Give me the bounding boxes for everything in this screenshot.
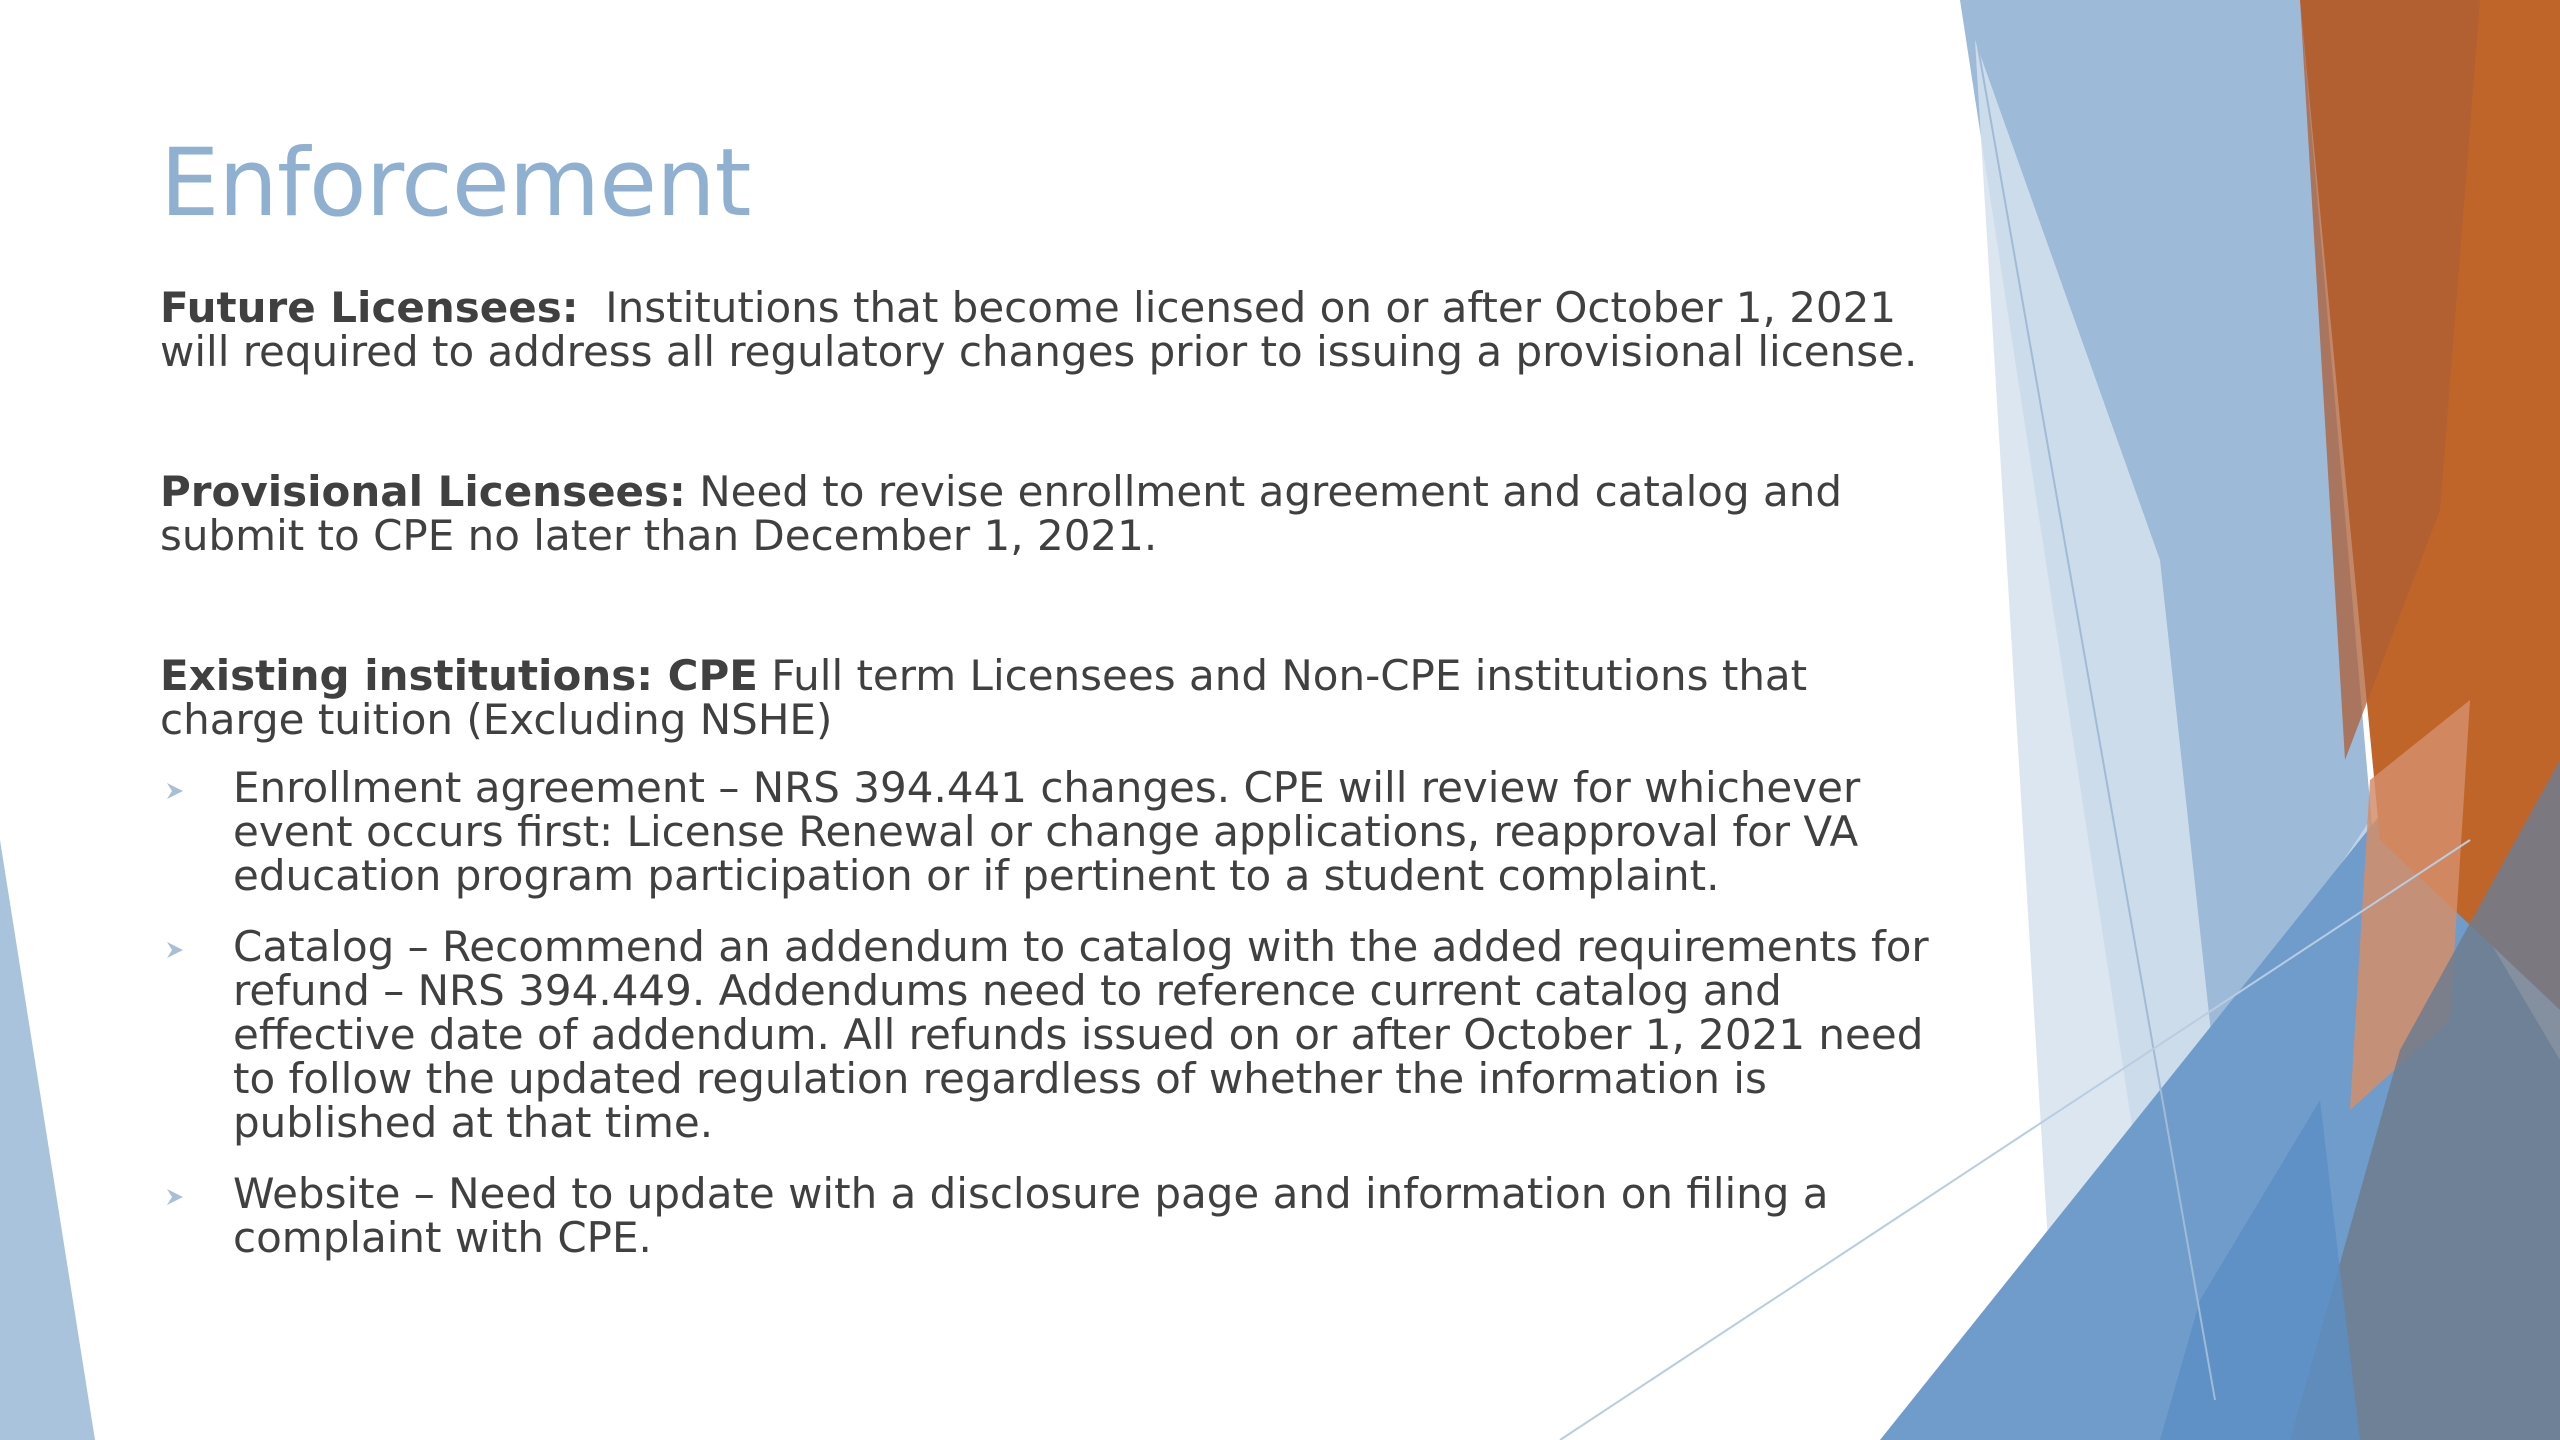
provisional-licensees-label: Provisional Licensees: — [160, 467, 686, 516]
list-item — [160, 763, 1940, 900]
arrow-right-icon — [164, 939, 186, 961]
list-item-text: Catalog – Recommend an addendum to catalog with the added requirements for refund – NRS 394.449. Addendums need to reference current catalog and effective date of addendum. All refunds issued on or after October 1, 2021 need to follow the updated regulation regardless of whether the information is published at that time. — [233, 922, 1929, 1147]
slide-body — [160, 283, 1940, 1287]
list-item-text: Website – Need to update with a disclosure page and information on filing a complaint with CPE. — [233, 1169, 1829, 1262]
arrow-right-icon — [164, 780, 186, 802]
future-licensees-paragraph — [160, 283, 1940, 376]
future-licensees-text: Institutions that become licensed on or after October 1, 2021 will required to address all regulatory changes prior to issuing a provisional license. — [160, 283, 1918, 376]
left-edge-shape — [0, 840, 95, 1440]
requirements-list — [160, 763, 1940, 1262]
future-licensees-label: Future Licensees: — [160, 283, 579, 332]
slide-title: Enforcement — [160, 129, 751, 238]
existing-institutions-label: Existing institutions: CPE — [160, 651, 758, 700]
list-item — [160, 1169, 1940, 1262]
list-item — [160, 922, 1940, 1147]
existing-institutions-text: Full term Licensees and Non-CPE institutions that charge tuition (Excluding NSHE) — [160, 651, 1808, 744]
provisional-licensees-text: Need to revise enrollment agreement and catalog and submit to CPE no later than December 1, 2021. — [160, 467, 1843, 560]
arrow-right-icon — [164, 1186, 186, 1208]
provisional-licensees-paragraph — [160, 467, 1940, 560]
list-item-text: Enrollment agreement – NRS 394.441 changes. CPE will review for whichever event occurs first: License Renewal or change applications, reapproval for VA education program participation or if pertinent to a student complaint. — [233, 763, 1861, 900]
existing-institutions-paragraph — [160, 651, 1940, 744]
